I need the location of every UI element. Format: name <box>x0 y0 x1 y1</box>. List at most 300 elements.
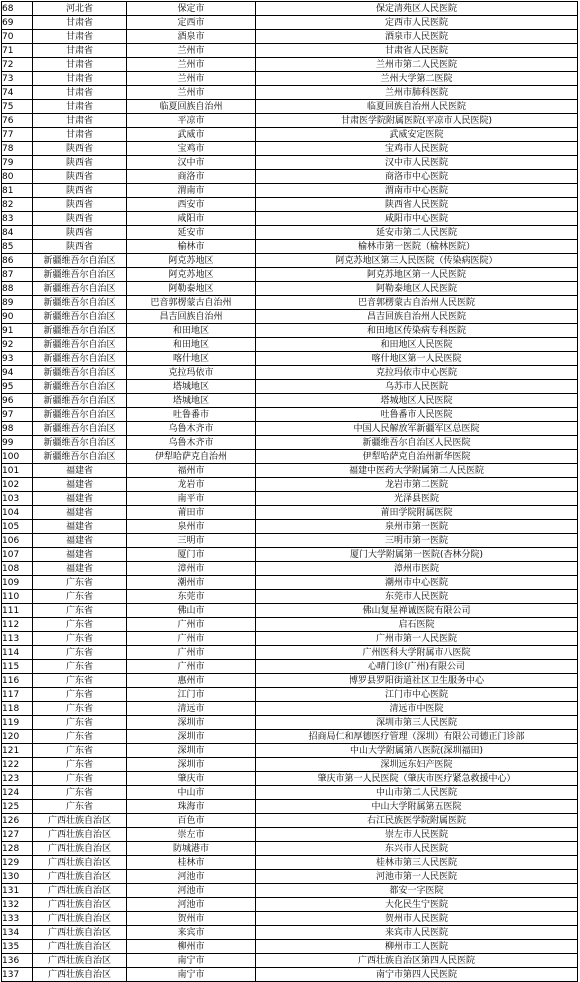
table-row <box>2 478 578 492</box>
hospital-table-body <box>2 2 578 982</box>
province-cell: 广西壮族自治区 <box>33 870 127 884</box>
hospital-name-cell: 中山大学附属第八医院(深圳福田) <box>256 744 578 758</box>
table-row <box>2 688 578 702</box>
province-cell: 广东省 <box>33 660 127 674</box>
hospital-name-cell: 商洛市中心医院 <box>256 170 578 184</box>
city-cell: 河池市 <box>127 884 256 898</box>
hospital-name-cell: 右江民族医学院附属医院 <box>256 814 578 828</box>
hospital-name-cell: 深圳远东妇产医院 <box>256 758 578 772</box>
province-cell: 广东省 <box>33 800 127 814</box>
row-index-cell: 135 <box>2 940 33 954</box>
province-cell: 新疆维吾尔自治区 <box>33 310 127 324</box>
table-row <box>2 912 578 926</box>
city-cell: 宝鸡市 <box>127 142 256 156</box>
table-row <box>2 240 578 254</box>
row-index-cell: 74 <box>2 86 33 100</box>
hospital-name-cell: 厦门大学附属第一医院(杏林分院) <box>256 548 578 562</box>
hospital-name-cell: 广州市第一人民医院 <box>256 632 578 646</box>
row-index-cell: 130 <box>2 870 33 884</box>
table-row <box>2 170 578 184</box>
table-row <box>2 618 578 632</box>
table-row <box>2 828 578 842</box>
city-cell: 兰州市 <box>127 44 256 58</box>
table-row <box>2 800 578 814</box>
province-cell: 广西壮族自治区 <box>33 940 127 954</box>
table-row <box>2 296 578 310</box>
hospital-name-cell: 新疆维吾尔自治区人民医院 <box>256 436 578 450</box>
hospital-name-cell: 泉州市第一医院 <box>256 520 578 534</box>
province-cell: 广西壮族自治区 <box>33 814 127 828</box>
hospital-name-cell: 中国人民解放军新疆军区总医院 <box>256 422 578 436</box>
table-row <box>2 884 578 898</box>
table-row <box>2 758 578 772</box>
table-row <box>2 842 578 856</box>
hospital-name-cell: 博罗县罗阳街道社区卫生服务中心 <box>256 674 578 688</box>
province-cell: 广西壮族自治区 <box>33 926 127 940</box>
row-index-cell: 84 <box>2 226 33 240</box>
province-cell: 广西壮族自治区 <box>33 898 127 912</box>
city-cell: 河池市 <box>127 898 256 912</box>
city-cell: 厦门市 <box>127 548 256 562</box>
city-cell: 莆田市 <box>127 506 256 520</box>
hospital-name-cell: 清远市中医院 <box>256 702 578 716</box>
table-row <box>2 604 578 618</box>
city-cell: 惠州市 <box>127 674 256 688</box>
row-index-cell: 78 <box>2 142 33 156</box>
hospital-name-cell: 南宁市第四人民医院 <box>256 968 578 982</box>
city-cell: 平凉市 <box>127 114 256 128</box>
row-index-cell: 71 <box>2 44 33 58</box>
province-cell: 陕西省 <box>33 184 127 198</box>
province-cell: 河北省 <box>33 2 127 16</box>
city-cell: 汉中市 <box>127 156 256 170</box>
row-index-cell: 88 <box>2 282 33 296</box>
hospital-name-cell: 河池市第一人民医院 <box>256 870 578 884</box>
city-cell: 南宁市 <box>127 968 256 982</box>
hospital-name-cell: 东兴市人民医院 <box>256 842 578 856</box>
row-index-cell: 104 <box>2 506 33 520</box>
table-row <box>2 744 578 758</box>
province-cell: 广东省 <box>33 674 127 688</box>
row-index-cell: 102 <box>2 478 33 492</box>
row-index-cell: 127 <box>2 828 33 842</box>
province-cell: 甘肃省 <box>33 58 127 72</box>
row-index-cell: 69 <box>2 16 33 30</box>
province-cell: 陕西省 <box>33 156 127 170</box>
row-index-cell: 99 <box>2 436 33 450</box>
city-cell: 南平市 <box>127 492 256 506</box>
city-cell: 珠海市 <box>127 800 256 814</box>
table-row <box>2 730 578 744</box>
hospital-name-cell: 渭南市中心医院 <box>256 184 578 198</box>
row-index-cell: 86 <box>2 254 33 268</box>
city-cell: 咸阳市 <box>127 212 256 226</box>
city-cell: 深圳市 <box>127 716 256 730</box>
table-row <box>2 408 578 422</box>
table-row <box>2 534 578 548</box>
hospital-name-cell: 兰州市肺科医院 <box>256 86 578 100</box>
province-cell: 新疆维吾尔自治区 <box>33 338 127 352</box>
province-cell: 广西壮族自治区 <box>33 968 127 982</box>
table-row <box>2 968 578 982</box>
province-cell: 福建省 <box>33 478 127 492</box>
province-cell: 陕西省 <box>33 240 127 254</box>
hospital-name-cell: 心晴门诊(广州)有限公司 <box>256 660 578 674</box>
hospital-name-cell: 咸阳市中心医院 <box>256 212 578 226</box>
hospital-name-cell: 深圳市第三人民医院 <box>256 716 578 730</box>
province-cell: 广西壮族自治区 <box>33 954 127 968</box>
table-row <box>2 114 578 128</box>
province-cell: 广东省 <box>33 786 127 800</box>
hospital-name-cell: 昌吉回族自治州人民医院 <box>256 310 578 324</box>
city-cell: 漳州市 <box>127 562 256 576</box>
province-cell: 福建省 <box>33 548 127 562</box>
hospital-name-cell: 巴音郭楞蒙古自治州人民医院 <box>256 296 578 310</box>
row-index-cell: 106 <box>2 534 33 548</box>
table-row <box>2 86 578 100</box>
province-cell: 陕西省 <box>33 212 127 226</box>
hospital-name-cell: 阿克苏地区第一人民医院 <box>256 268 578 282</box>
city-cell: 中山市 <box>127 786 256 800</box>
city-cell: 兰州市 <box>127 58 256 72</box>
table-row <box>2 44 578 58</box>
table-row <box>2 548 578 562</box>
province-cell: 广西壮族自治区 <box>33 828 127 842</box>
city-cell: 阿勒泰地区 <box>127 282 256 296</box>
hospital-name-cell: 阿勒泰地区人民医院 <box>256 282 578 296</box>
row-index-cell: 98 <box>2 422 33 436</box>
hospital-name-cell: 汉中市人民医院 <box>256 156 578 170</box>
hospital-name-cell: 乌苏市人民医院 <box>256 380 578 394</box>
row-index-cell: 132 <box>2 898 33 912</box>
city-cell: 深圳市 <box>127 758 256 772</box>
hospital-name-cell: 中山大学附属第五医院 <box>256 800 578 814</box>
province-cell: 广西壮族自治区 <box>33 912 127 926</box>
hospital-name-cell: 保定清苑区人民医院 <box>256 2 578 16</box>
row-index-cell: 91 <box>2 324 33 338</box>
province-cell: 广东省 <box>33 632 127 646</box>
row-index-cell: 119 <box>2 716 33 730</box>
table-row <box>2 72 578 86</box>
row-index-cell: 80 <box>2 170 33 184</box>
hospital-name-cell: 宝鸡市人民医院 <box>256 142 578 156</box>
table-row <box>2 562 578 576</box>
city-cell: 贺州市 <box>127 912 256 926</box>
hospital-name-cell: 延安市第二人民医院 <box>256 226 578 240</box>
row-index-cell: 131 <box>2 884 33 898</box>
table-row <box>2 268 578 282</box>
table-row <box>2 646 578 660</box>
city-cell: 临夏回族自治州 <box>127 100 256 114</box>
hospital-name-cell: 和田地区人民医院 <box>256 338 578 352</box>
row-index-cell: 85 <box>2 240 33 254</box>
city-cell: 广州市 <box>127 660 256 674</box>
row-index-cell: 90 <box>2 310 33 324</box>
table-row <box>2 142 578 156</box>
table-row <box>2 674 578 688</box>
row-index-cell: 111 <box>2 604 33 618</box>
city-cell: 克拉玛依市 <box>127 366 256 380</box>
row-index-cell: 117 <box>2 688 33 702</box>
hospital-name-cell: 光泽县医院 <box>256 492 578 506</box>
hospital-name-cell: 伊犁哈萨克自治州新华医院 <box>256 450 578 464</box>
province-cell: 甘肃省 <box>33 86 127 100</box>
city-cell: 昌吉回族自治州 <box>127 310 256 324</box>
city-cell: 阿克苏地区 <box>127 268 256 282</box>
hospital-name-cell: 和田地区传染病专科医院 <box>256 324 578 338</box>
hospital-name-cell: 阿克苏地区第三人民医院（传染病医院） <box>256 254 578 268</box>
city-cell: 崇左市 <box>127 828 256 842</box>
row-index-cell: 125 <box>2 800 33 814</box>
province-cell: 广西壮族自治区 <box>33 884 127 898</box>
city-cell: 和田地区 <box>127 324 256 338</box>
province-cell: 广东省 <box>33 646 127 660</box>
province-cell: 新疆维吾尔自治区 <box>33 408 127 422</box>
table-row <box>2 324 578 338</box>
city-cell: 喀什地区 <box>127 352 256 366</box>
province-cell: 陕西省 <box>33 198 127 212</box>
hospital-name-cell: 中山市第二人民医院 <box>256 786 578 800</box>
province-cell: 新疆维吾尔自治区 <box>33 352 127 366</box>
row-index-cell: 108 <box>2 562 33 576</box>
row-index-cell: 129 <box>2 856 33 870</box>
row-index-cell: 110 <box>2 590 33 604</box>
table-row <box>2 226 578 240</box>
province-cell: 新疆维吾尔自治区 <box>33 366 127 380</box>
hospital-name-cell: 武威安定医院 <box>256 128 578 142</box>
city-cell: 巴音郭楞蒙古自治州 <box>127 296 256 310</box>
table-row <box>2 898 578 912</box>
hospital-name-cell: 塔城地区人民医院 <box>256 394 578 408</box>
table-row <box>2 870 578 884</box>
city-cell: 榆林市 <box>127 240 256 254</box>
row-index-cell: 115 <box>2 660 33 674</box>
province-cell: 陕西省 <box>33 226 127 240</box>
table-row <box>2 492 578 506</box>
province-cell: 广西壮族自治区 <box>33 842 127 856</box>
table-row <box>2 30 578 44</box>
table-row <box>2 464 578 478</box>
table-row <box>2 660 578 674</box>
province-cell: 福建省 <box>33 492 127 506</box>
city-cell: 广州市 <box>127 618 256 632</box>
city-cell: 柳州市 <box>127 940 256 954</box>
province-cell: 甘肃省 <box>33 100 127 114</box>
row-index-cell: 100 <box>2 450 33 464</box>
hospital-name-cell: 广州医科大学附属市八医院 <box>256 646 578 660</box>
row-index-cell: 134 <box>2 926 33 940</box>
table-row <box>2 380 578 394</box>
city-cell: 三明市 <box>127 534 256 548</box>
row-index-cell: 107 <box>2 548 33 562</box>
row-index-cell: 123 <box>2 772 33 786</box>
table-row <box>2 2 578 16</box>
hospital-name-cell: 定西市人民医院 <box>256 16 578 30</box>
city-cell: 河池市 <box>127 870 256 884</box>
hospital-name-cell: 甘肃医学院附属医院(平凉市人民医院) <box>256 114 578 128</box>
row-index-cell: 118 <box>2 702 33 716</box>
table-row <box>2 254 578 268</box>
hospital-name-cell: 酒泉市人民医院 <box>256 30 578 44</box>
hospital-name-cell: 龙岩市第二医院 <box>256 478 578 492</box>
province-cell: 陕西省 <box>33 170 127 184</box>
row-index-cell: 105 <box>2 520 33 534</box>
hospital-name-cell: 喀什地区第一人民医院 <box>256 352 578 366</box>
province-cell: 广东省 <box>33 590 127 604</box>
row-index-cell: 75 <box>2 100 33 114</box>
province-cell: 广东省 <box>33 758 127 772</box>
province-cell: 新疆维吾尔自治区 <box>33 436 127 450</box>
hospital-name-cell: 大化民生宁医院 <box>256 898 578 912</box>
province-cell: 甘肃省 <box>33 16 127 30</box>
city-cell: 塔城地区 <box>127 380 256 394</box>
row-index-cell: 116 <box>2 674 33 688</box>
city-cell: 和田地区 <box>127 338 256 352</box>
table-row <box>2 352 578 366</box>
hospital-name-cell: 江门市中心医院 <box>256 688 578 702</box>
province-cell: 新疆维吾尔自治区 <box>33 296 127 310</box>
hospital-name-cell: 来宾市人民医院 <box>256 926 578 940</box>
table-row <box>2 184 578 198</box>
province-cell: 甘肃省 <box>33 114 127 128</box>
row-index-cell: 89 <box>2 296 33 310</box>
city-cell: 佛山市 <box>127 604 256 618</box>
hospital-name-cell: 陕西省人民医院 <box>256 198 578 212</box>
row-index-cell: 120 <box>2 730 33 744</box>
hospital-name-cell: 佛山复星禅诚医院有限公司 <box>256 604 578 618</box>
hospital-name-cell: 三明市第一医院 <box>256 534 578 548</box>
province-cell: 新疆维吾尔自治区 <box>33 254 127 268</box>
table-row <box>2 926 578 940</box>
hospital-table <box>1 1 578 982</box>
table-row <box>2 338 578 352</box>
table-row <box>2 198 578 212</box>
city-cell: 广州市 <box>127 646 256 660</box>
hospital-name-cell: 甘肃省人民医院 <box>256 44 578 58</box>
table-row <box>2 856 578 870</box>
row-index-cell: 114 <box>2 646 33 660</box>
province-cell: 新疆维吾尔自治区 <box>33 422 127 436</box>
city-cell: 东莞市 <box>127 590 256 604</box>
hospital-name-cell: 肇庆市第一人民医院（肇庆市医疗紧急救援中心） <box>256 772 578 786</box>
province-cell: 新疆维吾尔自治区 <box>33 394 127 408</box>
city-cell: 商洛市 <box>127 170 256 184</box>
hospital-name-cell: 临夏回族自治州人民医院 <box>256 100 578 114</box>
city-cell: 阿克苏地区 <box>127 254 256 268</box>
province-cell: 甘肃省 <box>33 128 127 142</box>
table-row <box>2 590 578 604</box>
table-row <box>2 212 578 226</box>
row-index-cell: 82 <box>2 198 33 212</box>
province-cell: 广东省 <box>33 688 127 702</box>
row-index-cell: 77 <box>2 128 33 142</box>
table-row <box>2 786 578 800</box>
province-cell: 广东省 <box>33 618 127 632</box>
province-cell: 福建省 <box>33 562 127 576</box>
hospital-name-cell: 广西壮族自治区第四人民医院 <box>256 954 578 968</box>
row-index-cell: 121 <box>2 744 33 758</box>
row-index-cell: 92 <box>2 338 33 352</box>
province-cell: 新疆维吾尔自治区 <box>33 282 127 296</box>
table-row <box>2 632 578 646</box>
row-index-cell: 81 <box>2 184 33 198</box>
row-index-cell: 73 <box>2 72 33 86</box>
row-index-cell: 112 <box>2 618 33 632</box>
city-cell: 塔城地区 <box>127 394 256 408</box>
row-index-cell: 76 <box>2 114 33 128</box>
province-cell: 甘肃省 <box>33 30 127 44</box>
province-cell: 福建省 <box>33 464 127 478</box>
province-cell: 甘肃省 <box>33 44 127 58</box>
hospital-name-cell: 漳州市医院 <box>256 562 578 576</box>
row-index-cell: 103 <box>2 492 33 506</box>
row-index-cell: 126 <box>2 814 33 828</box>
row-index-cell: 68 <box>2 2 33 16</box>
city-cell: 武威市 <box>127 128 256 142</box>
city-cell: 来宾市 <box>127 926 256 940</box>
city-cell: 乌鲁木齐市 <box>127 436 256 450</box>
province-cell: 广东省 <box>33 702 127 716</box>
city-cell: 肇庆市 <box>127 772 256 786</box>
province-cell: 广东省 <box>33 604 127 618</box>
city-cell: 清远市 <box>127 702 256 716</box>
row-index-cell: 133 <box>2 912 33 926</box>
province-cell: 广东省 <box>33 730 127 744</box>
city-cell: 百色市 <box>127 814 256 828</box>
row-index-cell: 95 <box>2 380 33 394</box>
hospital-name-cell: 兰州大学第二医院 <box>256 72 578 86</box>
province-cell: 福建省 <box>33 506 127 520</box>
row-index-cell: 83 <box>2 212 33 226</box>
row-index-cell: 97 <box>2 408 33 422</box>
table-row <box>2 576 578 590</box>
hospital-name-cell: 招商局仁和厚德医疗管理（深圳）有限公司德正门诊部 <box>256 730 578 744</box>
row-index-cell: 96 <box>2 394 33 408</box>
table-row <box>2 16 578 30</box>
table-row <box>2 954 578 968</box>
hospital-name-cell: 兰州市第二人民医院 <box>256 58 578 72</box>
table-row <box>2 58 578 72</box>
row-index-cell: 93 <box>2 352 33 366</box>
hospital-name-cell: 福建中医药大学附属第二人民医院 <box>256 464 578 478</box>
table-row <box>2 520 578 534</box>
table-row <box>2 506 578 520</box>
row-index-cell: 124 <box>2 786 33 800</box>
row-index-cell: 137 <box>2 968 33 982</box>
city-cell: 深圳市 <box>127 730 256 744</box>
table-row <box>2 366 578 380</box>
province-cell: 甘肃省 <box>33 72 127 86</box>
city-cell: 潮州市 <box>127 576 256 590</box>
hospital-name-cell: 都安一字医院 <box>256 884 578 898</box>
row-index-cell: 128 <box>2 842 33 856</box>
province-cell: 新疆维吾尔自治区 <box>33 450 127 464</box>
province-cell: 福建省 <box>33 520 127 534</box>
row-index-cell: 70 <box>2 30 33 44</box>
hospital-name-cell: 崇左市人民医院 <box>256 828 578 842</box>
province-cell: 广东省 <box>33 716 127 730</box>
row-index-cell: 136 <box>2 954 33 968</box>
table-row <box>2 772 578 786</box>
table-row <box>2 450 578 464</box>
city-cell: 兰州市 <box>127 86 256 100</box>
province-cell: 广西壮族自治区 <box>33 856 127 870</box>
table-row <box>2 940 578 954</box>
province-cell: 福建省 <box>33 534 127 548</box>
table-row <box>2 100 578 114</box>
table-row <box>2 422 578 436</box>
table-row <box>2 128 578 142</box>
